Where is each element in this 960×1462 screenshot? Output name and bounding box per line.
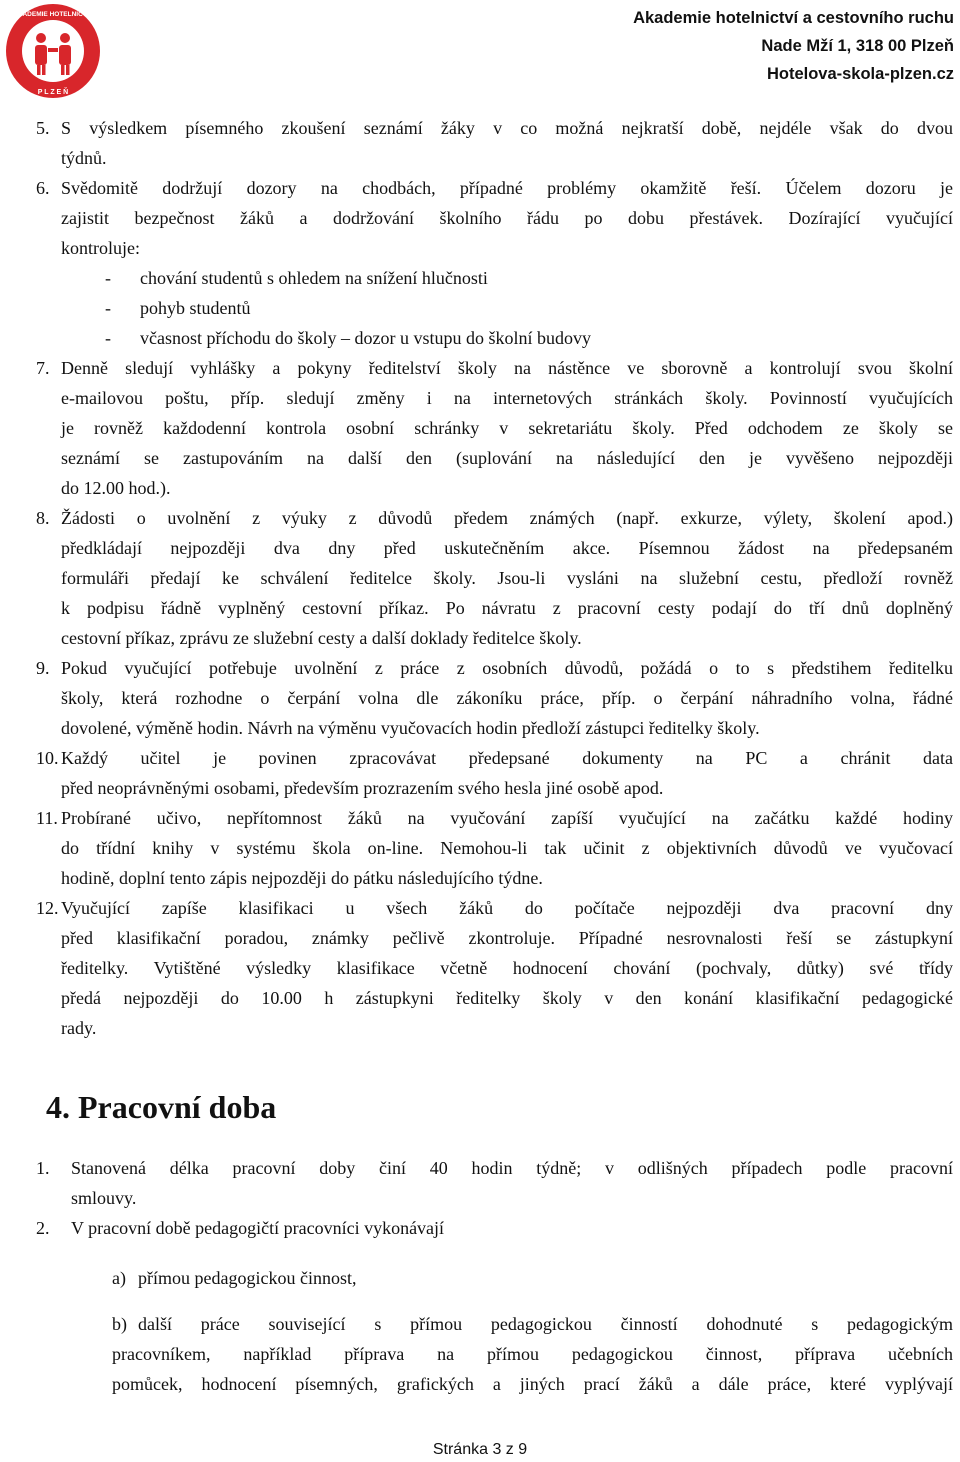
list-item-number: 1. <box>36 1158 50 1178</box>
list-item-line: dovolené, výměně hodin. Návrh na výměnu vyučovacích hodin předloží zástupci ředitelky školy. <box>61 718 760 738</box>
list-item-line: je rovněž každodenní kontrola osobní schránky v sekretariátu školy. Před odchodem ze školy se <box>61 418 953 438</box>
svg-text:P L Z E Ň: P L Z E Ň <box>37 89 69 96</box>
list-item-line: Vyučující zapíše klasifikaci u všech žáků do počítače nejpozději dva pracovní dny <box>61 898 953 918</box>
list-item-line: zajistit bezpečnost žáků a dodržování školního řádu po dobu přestávek. Dozírající vyučující <box>61 208 953 228</box>
list-item-line: před neoprávněnými osobami, především prozrazením svého hesla jiné osobě apod. <box>61 778 664 798</box>
section-heading: 4. Pracovní doba <box>46 1089 277 1125</box>
list-item-line: Svědomitě dodržují dozory na chodbách, případné problémy okamžitě řeší. Účelem dozoru je <box>61 178 953 198</box>
list-item-line: e-mailovou poštu, příp. sledují změny i na internetových stránkách školy. Povinností vyučujících <box>61 388 953 408</box>
logo-lettering: AKADEMIE HOTELNICTVÍ <box>13 11 93 18</box>
list-item-line: Stanovená délka pracovní doby činí 40 hodin týdně; v odlišných případech podle pracovní <box>71 1158 953 1178</box>
list-item-number: 12. <box>36 898 59 918</box>
org-website: Hotelova-skola-plzen.cz <box>766 65 954 83</box>
school-logo <box>4 2 102 100</box>
list-item-number: 11. <box>36 808 58 828</box>
list-item-line: Každý učitel je povinen zpracovávat předepsané dokumenty na PC a chránit data <box>61 748 953 768</box>
list-item-line: S výsledkem písemného zkoušení seznámí žáky v co možná nejkratší době, nejdéle však do dvou <box>61 118 953 138</box>
bullet-text: včasnost příchodu do školy – dozor u vstupu do školní budovy <box>140 328 591 348</box>
list-item-line: předá nejpozději do 10.00 h zástupkyni ředitelky školy v den konání klasifikační pedagogické <box>61 988 953 1008</box>
sub-item-label: a) <box>112 1268 126 1288</box>
list-item-number: 10. <box>36 748 59 768</box>
list-item-line: V pracovní době pedagogičtí pracovníci vykonávají <box>71 1218 445 1238</box>
list-item-line: kontroluje: <box>61 238 140 258</box>
list-item-number: 2. <box>36 1218 50 1238</box>
org-address: Nade Mží 1, 318 00 Plzeň <box>761 37 954 55</box>
sub-item-text: přímou pedagogickou činnost, <box>138 1268 357 1288</box>
list-item-number: 7. <box>36 358 50 378</box>
sub-item-line: pracovníkem, například příprava na přímou pedagogickou činnost, příprava učebních <box>112 1344 953 1364</box>
list-item-line: cestovní příkaz, zprávu ze služební cesty a další doklady ředitelce školy. <box>61 628 582 648</box>
list-item-line: hodině, doplní tento zápis nejpozději do pátku následujícího týdne. <box>61 868 543 888</box>
list-item-line: rady. <box>61 1018 97 1038</box>
bullet-dash: - <box>105 328 111 348</box>
list-item-line: ředitelky. Vytištěné výsledky klasifikace včetně hodnocení chování (pochvaly, důtky) své třídy <box>61 958 953 978</box>
page-number: Stránka 3 z 9 <box>432 1441 528 1458</box>
bullet-dash: - <box>105 268 111 288</box>
list-item-line: smlouvy. <box>71 1188 137 1208</box>
list-item-line: do 12.00 hod.). <box>61 478 171 498</box>
list-item-line: do třídní knihy v systému škola on-line. Nemohou-li tak učinit z objektivních důvodů ve vyučovací <box>61 838 953 858</box>
list-item-number: 6. <box>36 178 50 198</box>
list-item-line: formuláři předají ke schválení ředitelce školy. Jsou-li vysláni na služební cestu, předloží rovněž <box>61 568 953 588</box>
list-item-line: týdnů. <box>61 148 107 168</box>
sub-item-line: další práce související s přímou pedagogickou činností dohodnuté s pedagogickým <box>138 1314 953 1334</box>
list-item-line: Žádosti o uvolnění z výuky z důvodů předem známých (např. exkurze, výlety, školení apod.) <box>61 508 953 528</box>
org-name: Akademie hotelnictví a cestovního ruchu <box>633 9 954 27</box>
bullet-text: chování studentů s ohledem na snížení hlučnosti <box>140 268 488 288</box>
list-item-line: seznámí se zastupováním na další den (suplování na následující den je vyvěšeno nejpozději <box>61 448 953 468</box>
list-item-number: 5. <box>36 118 50 138</box>
sub-item-line: pomůcek, hodnocení písemných, grafických a jiných prací žáků a dále práce, které vyplývají <box>112 1374 953 1394</box>
list-item-line: Denně sledují vyhlášky a pokyny ředitelství školy na nástěnce ve sborovně a kontrolují svou školní <box>61 358 953 378</box>
header-info <box>633 4 954 88</box>
list-item-line: školy, která rozhodne o čerpání volna dle zákoníku práce, příp. o čerpání náhradního volna, řádné <box>61 688 953 708</box>
list-item-line: Pokud vyučující potřebuje uvolnění z práce z osobních důvodů, požádá o to s předstihem ředitelku <box>61 658 953 678</box>
list-item-line: předkládají nejpozději dva dny před uskutečněním akce. Písemnou žádost na předepsaném <box>61 538 953 558</box>
list-item-line: před klasifikační poradou, známky pečlivě zkontroluje. Případné nesrovnalosti řeší se zástupkyní <box>61 928 953 948</box>
list-item-line: k podpisu řádně vyplněný cestovní příkaz. Po návratu z pracovní cesty podají do tří dnů doplněný <box>61 598 953 618</box>
list-item-line: Probírané učivo, nepřítomnost žáků na vyučování zapíší vyučující na začátku každé hodiny <box>61 808 953 828</box>
list-item-number: 9. <box>36 658 50 678</box>
sub-item-label: b) <box>112 1314 127 1334</box>
bullet-dash: - <box>105 298 111 318</box>
bullet-text: pohyb studentů <box>140 298 251 318</box>
list-item-number: 8. <box>36 508 50 528</box>
